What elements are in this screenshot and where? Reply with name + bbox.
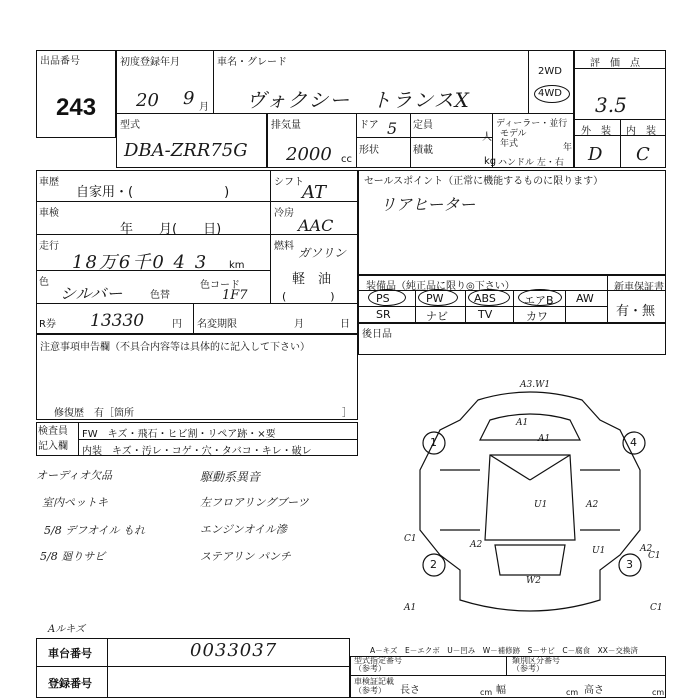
color-code-label: 色コード — [200, 280, 240, 291]
score-label: 評 価 点 — [590, 58, 640, 69]
dealer-label: ディーラー・並行 — [496, 119, 568, 129]
cm-3: cm — [652, 688, 665, 697]
equip-leather: カワ — [526, 310, 548, 323]
repair-close: ］ — [342, 408, 352, 419]
sales-value: リアヒーター — [380, 195, 476, 214]
type-value: DBA-ZRR75G — [124, 140, 248, 161]
damage-mark-1: A3.W1 — [520, 380, 551, 390]
warranty-label: 新車保証書 — [614, 282, 664, 293]
interior-label: 内 装 — [626, 126, 656, 137]
expiry-label: 名変期限 — [197, 319, 237, 330]
lot-number: 243 — [56, 94, 97, 121]
load-label: 積載 — [413, 145, 433, 156]
wheel-1: 1 — [430, 436, 437, 449]
cm-2: cm — [566, 688, 579, 697]
model-year-label: モデル 年式 — [500, 129, 527, 149]
color-code-value: 1F7 — [222, 288, 248, 303]
fuel-value: ガソリン — [298, 246, 347, 260]
model-label: 車名・グレード — [217, 57, 287, 68]
chassis-value: 0033037 — [190, 640, 278, 661]
model-value: ヴォクシー トランスX — [246, 88, 470, 112]
damage-mark-3: A1 — [538, 434, 551, 444]
legend: A－キズ E－エクボ U－凹み W－補修跡 S－サビ C－腐食 XX－交換済 — [370, 646, 638, 655]
chassis-label: 車台番号 — [48, 647, 92, 660]
exterior-label: 外 装 — [581, 126, 611, 137]
equip-airbag: エアB — [524, 294, 554, 307]
equip-sr: SR — [376, 308, 391, 321]
damage-mark-6: A2 — [470, 540, 483, 550]
load-unit: kg — [484, 156, 497, 167]
shift-value: AT — [302, 182, 327, 203]
lot-label: 出品番号 — [40, 56, 80, 67]
damage-mark-12: C1 — [650, 603, 663, 613]
damage-mark-8: A2 — [640, 544, 653, 554]
equip-abs-circle — [468, 289, 510, 306]
drive-2wd: 2WD — [538, 66, 562, 77]
damage-mark-10: C1 — [648, 551, 661, 561]
color-value: シルバー — [60, 284, 123, 303]
displacement-value: 2000 — [286, 144, 332, 165]
damage-mark-7: C1 — [404, 534, 417, 544]
recycle-label: R券 — [39, 319, 56, 330]
ac-label: 冷房 — [274, 208, 294, 219]
handle-label: ハンドル 左・右 — [498, 158, 564, 168]
first-reg-unit: 月 — [199, 102, 209, 113]
mileage-value: 18万6千0 4 3 — [72, 252, 209, 273]
score-value: 3.5 — [595, 93, 627, 117]
capacity-label: 定員 — [413, 120, 433, 131]
remark-6: 左フロアリングブーツ — [200, 496, 309, 509]
ac-value: AAC — [298, 216, 334, 235]
remark-4: 5/8 廻りサビ — [40, 550, 106, 563]
color-change-label: 色替 — [150, 290, 170, 301]
type-label: 型式 — [120, 120, 140, 131]
damage-mark-5: A2 — [586, 500, 599, 510]
equip-tv: TV — [478, 308, 493, 321]
year-unit: 年 — [563, 143, 573, 153]
damage-mark-2: A1 — [516, 418, 529, 428]
shift-label: シフト — [274, 177, 304, 188]
shape-label: 形状 — [359, 145, 379, 156]
equip-abs: ABS — [474, 292, 496, 305]
displacement-unit: cc — [341, 154, 352, 165]
history-value: 自家用・( ) — [76, 185, 230, 200]
height-label: 高さ — [584, 685, 604, 696]
first-reg-month: 9 — [183, 88, 195, 109]
first-reg-year: 20 — [136, 90, 159, 111]
fuel-parens: ( ) — [282, 290, 335, 303]
remark-3: 5/8 デフオイル もれ — [44, 524, 146, 537]
wheel-2: 2 — [430, 558, 437, 571]
wheel-4-top: 4 — [630, 436, 637, 449]
wheel-3: 3 — [626, 558, 633, 571]
equip-pw-circle — [418, 289, 458, 306]
equip-airbag-circle — [518, 289, 562, 306]
inspection-label: 車検 — [39, 208, 59, 219]
repair-label: 修復歴 有［箇所 — [54, 408, 134, 419]
remark-1: オーディオ欠品 — [36, 469, 113, 482]
inspector-row2: 内装 キズ・汚レ・コゲ・穴・タバコ・キレ・破レ — [82, 446, 312, 457]
inspector-row1: FW キズ・飛石・ヒビ割・リペア跡・×要 — [82, 429, 276, 440]
rear-items-label: 後日品 — [362, 329, 392, 340]
length-label: 長さ — [400, 685, 420, 696]
fuel-option: 軽 油 — [292, 272, 332, 287]
type-cert-label: 型式指定番号 （参考） — [354, 656, 402, 673]
remark-8: ステアリン パンチ — [200, 550, 291, 563]
recycle-unit: 円 — [172, 319, 182, 330]
equip-pw: PW — [426, 292, 444, 305]
interior-value: C — [636, 144, 650, 165]
cm-1: cm — [480, 688, 493, 697]
notes-label: 注意事項申告欄（不具合内容等は具体的に記入して下さい） — [40, 342, 310, 353]
reg-label: 登録番号 — [48, 677, 92, 690]
capacity-unit: 人 — [482, 132, 492, 143]
damage-mark-13: A1 — [404, 603, 417, 613]
sales-label: セールスポイント（正常に機能するものに限ります） — [364, 176, 604, 187]
history-label: 車歴 — [39, 177, 59, 188]
exterior-value: D — [588, 144, 603, 165]
expiry-month: 月 — [294, 319, 304, 330]
door-value: 5 — [387, 119, 398, 138]
equip-ps: PS — [376, 292, 390, 305]
first-reg-label: 初度登録年月 — [120, 57, 180, 68]
inspection-value: 年 月( 日) — [120, 222, 222, 237]
remark-5: 駆動系異音 — [200, 470, 261, 484]
remark-2: 室内ペットキ — [42, 496, 108, 509]
equip-ps-circle — [368, 289, 406, 306]
footer-note: Aルキズ — [48, 624, 86, 635]
equip-aw: AW — [576, 292, 594, 305]
inspector-label: 検査員 記入欄 — [38, 426, 68, 452]
door-label: ドア — [359, 120, 379, 131]
recycle-value: 13330 — [90, 311, 145, 331]
equip-navi: ナビ — [426, 310, 448, 323]
mileage-label: 走行 — [39, 241, 59, 252]
dims-label: 車検証記載 （参考） — [354, 677, 394, 695]
remark-7: エンジンオイル滲 — [200, 523, 287, 536]
equipment-label: 装備品（純正品に限り◎下さい） — [366, 281, 515, 292]
width-label: 幅 — [496, 685, 506, 696]
damage-mark-11: W2 — [526, 576, 541, 586]
mileage-unit: km — [229, 260, 245, 271]
warranty-value: 有・無 — [616, 304, 656, 319]
fuel-label: 燃料 — [274, 241, 294, 252]
drive-4wd: 4WD — [538, 88, 562, 99]
color-label: 色 — [39, 277, 49, 288]
expiry-day: 日 — [340, 319, 350, 330]
damage-mark-9: U1 — [592, 546, 606, 556]
displacement-label: 排気量 — [271, 120, 301, 131]
class-label: 類別区分番号 （参考） — [512, 656, 560, 673]
damage-mark-4: U1 — [534, 500, 548, 510]
rear-items-box — [358, 323, 666, 355]
